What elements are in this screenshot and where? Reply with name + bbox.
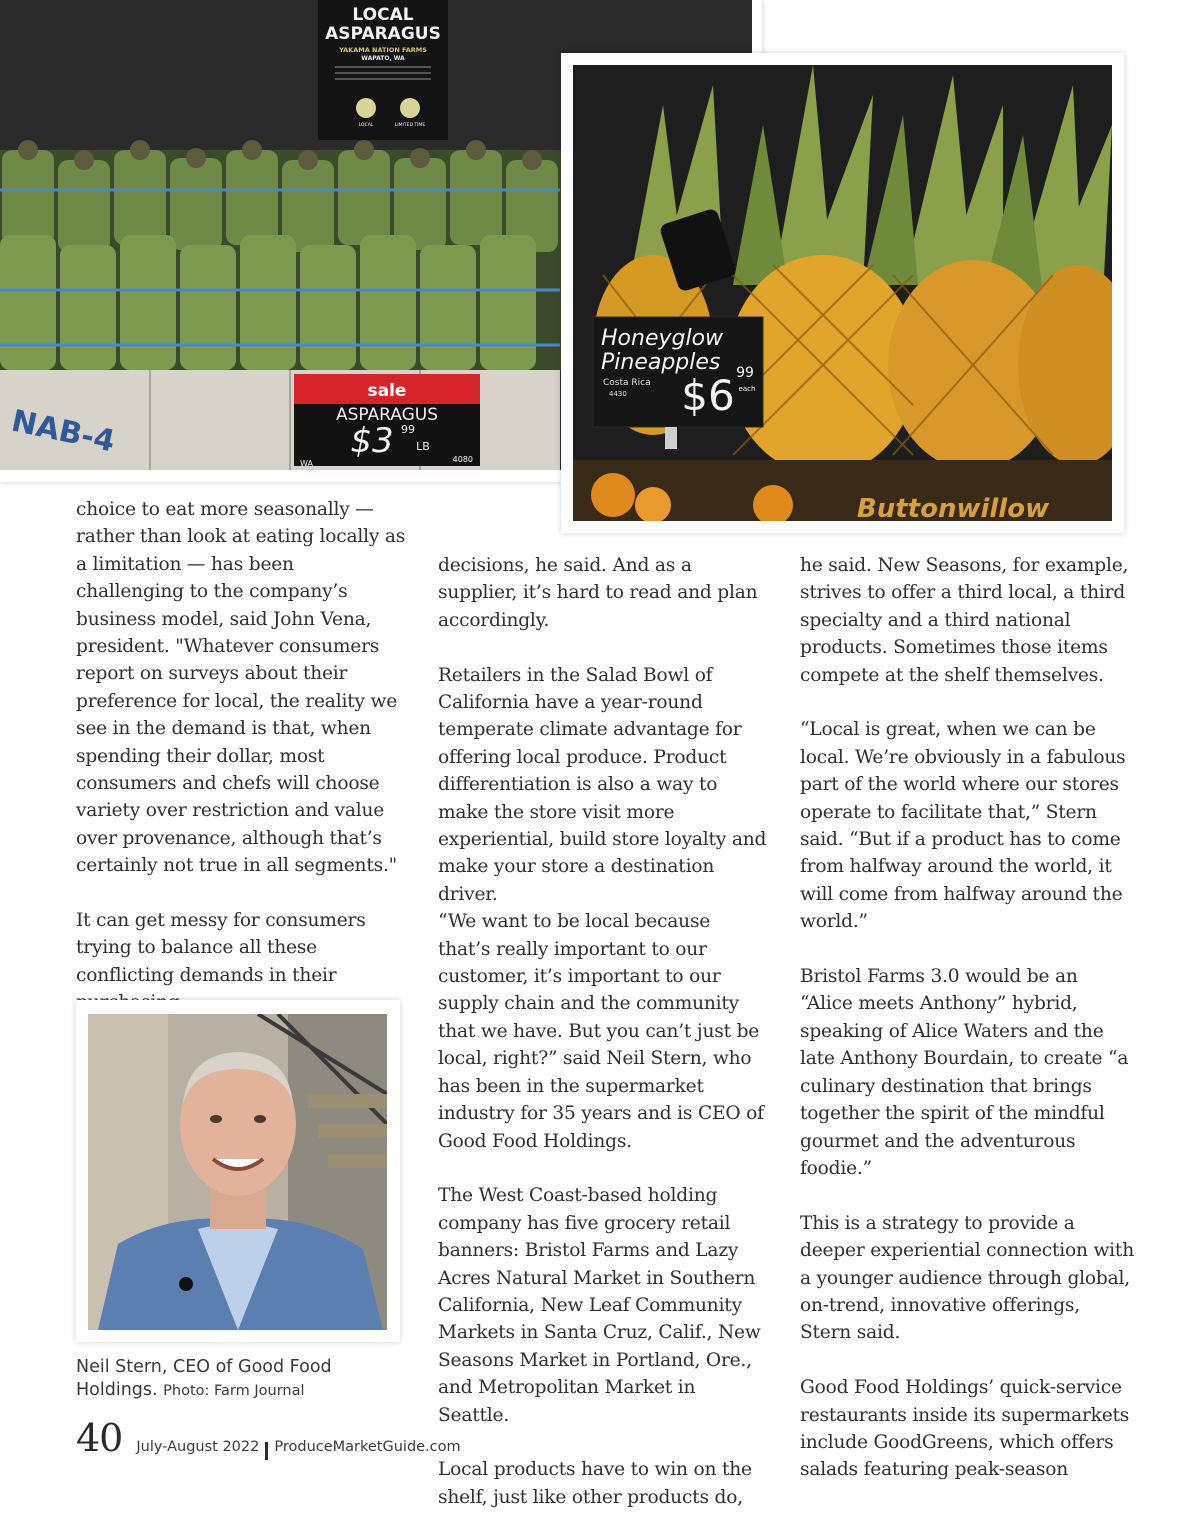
asparagus-sign-location: WAPATO, WA xyxy=(361,55,405,62)
pineapple-sign-unit: each xyxy=(738,385,756,393)
pineapple-sign-cents: 99 xyxy=(736,365,754,381)
asparagus-price-banner-text: sale xyxy=(367,381,407,401)
sign-holder-clip xyxy=(665,427,677,449)
paragraph: decisions, he said. And as a supplier, it’s hard to read and plan accordingly. xyxy=(438,555,758,631)
limited-time-badge-icon xyxy=(400,98,420,118)
article-column-2 xyxy=(438,552,768,1539)
asparagus-sign-badge-right: LIMITED TIME xyxy=(394,123,426,128)
caption-text: Neil Stern, CEO of Good Food Holdings. xyxy=(76,1357,332,1400)
portrait-illustration xyxy=(88,1014,387,1330)
asparagus-sign-line2: ASPARAGUS xyxy=(325,24,441,44)
issue-date: July-August 2022 xyxy=(136,1439,260,1455)
pineapple-sign-price: $6 xyxy=(681,371,735,420)
photo-caption xyxy=(76,1356,396,1403)
paragraph: This is a strategy to provide a deeper experiential connection with a younger audience through global, on-trend, innovative offerings, Stern said. xyxy=(800,1212,1134,1344)
site-name: ProduceMarketGuide.com xyxy=(274,1439,461,1455)
paragraph: Good Food Holdings’ quick-service restaurants inside its supermarkets include GoodGreens, which offers salads featuring peak-season xyxy=(800,1377,1130,1481)
asparagus-price-state: WA xyxy=(300,459,313,468)
asparagus-price-code: 4080 xyxy=(452,455,473,464)
asparagus-sign-line1: LOCAL xyxy=(352,5,414,25)
paragraph: “We want to be local because that’s really important to our customer, it’s important to our supply chain and the community that we have. But you can’t just be local, right?” said Neil Stern, who has been in the supermarket industry for 35 years and is CEO of Good Food Holdings. xyxy=(438,911,764,1152)
pineapple-crate-text: Buttonwillow xyxy=(856,494,1050,521)
paragraph: Retailers in the Salad Bowl of California have a year-round temperate climate advantage for offering local produce. Product differentiation is also a way to make the store visit more experiential, build store loyalty and make your store a destination driver. xyxy=(438,664,767,905)
page-footer xyxy=(76,1416,461,1466)
asparagus-price-value: $3 xyxy=(350,421,394,461)
asparagus-box-text: NAB-4 xyxy=(8,403,118,460)
paragraph: The West Coast-based holding company has five grocery retail banners: Bristol Farms and Lazy Acres Natural Market in Southern California, New Leaf Community Markets in Santa Cruz, Calif., New Seasons Market in Portland, Ore., and Metropolitan Market in Seattle. xyxy=(438,1185,761,1426)
paragraph: Local products have to win on the shelf, just like other products do, xyxy=(438,1459,752,1508)
paragraph: It can get messy for consumers trying to balance all these conflicting demands in their xyxy=(76,910,366,986)
local-badge-icon xyxy=(356,98,376,118)
pineapple-illustration xyxy=(573,65,1112,521)
pineapple-sign-line2: Pineapples xyxy=(601,350,721,375)
page-number: 40 xyxy=(76,1416,123,1460)
pineapple-display-photo xyxy=(561,53,1124,533)
paragraph: he said. New Seasons, for example, strives to offer a third local, a third specialty and a third national products. Sometimes those items compete at the shelf themselves. xyxy=(800,555,1129,686)
asparagus-price-cents: 99 xyxy=(401,423,415,436)
paragraph: “Local is great, when we can be local. We’re obviously in a fabulous part of the world where our stores operate to facilitate that,” Stern said. “But if a product has to come from halfway around the world, it will come from halfway around the world.” xyxy=(800,719,1126,933)
neil-stern-portrait xyxy=(76,1000,400,1342)
asparagus-price-unit: LB xyxy=(416,440,430,453)
asparagus-sign-farm: YAKAMA NATION FARMS xyxy=(339,46,427,54)
article-column-1 xyxy=(76,496,406,1044)
asparagus-sign-badge-left: LOCAL xyxy=(358,123,374,128)
pineapple-sign-code: 4430 xyxy=(609,390,627,398)
paragraph: Bristol Farms 3.0 would be an “Alice meets Anthony” hybrid, speaking of Alice Waters and the late Anthony Bourdain, to create “a culinary destination that brings together the spirit of the mindful gourmet and the adventurous foodie.” xyxy=(800,966,1129,1179)
article-column-3 xyxy=(800,552,1135,1511)
pineapple-sign-origin: Costa Rica xyxy=(603,378,651,388)
asparagus-price-item: ASPARAGUS xyxy=(335,405,439,425)
photo-credit: Photo: Farm Journal xyxy=(163,1383,305,1399)
pineapple-sign-line1: Honeyglow xyxy=(601,326,724,351)
lapel-microphone-icon xyxy=(179,1277,193,1291)
footer-divider xyxy=(265,1442,268,1460)
paragraph: choice to eat more seasonally — rather than look at eating locally as a limitation — has been challenging to the company’s business model, said John Vena, president. "Whatever consumers report on surveys about their preference for local, the reality we see in the demand is that, when spending their dollar, most consumers and chefs will choose variety over restriction and value over provenance, although that’s certainly not true in all segments." xyxy=(76,499,406,877)
